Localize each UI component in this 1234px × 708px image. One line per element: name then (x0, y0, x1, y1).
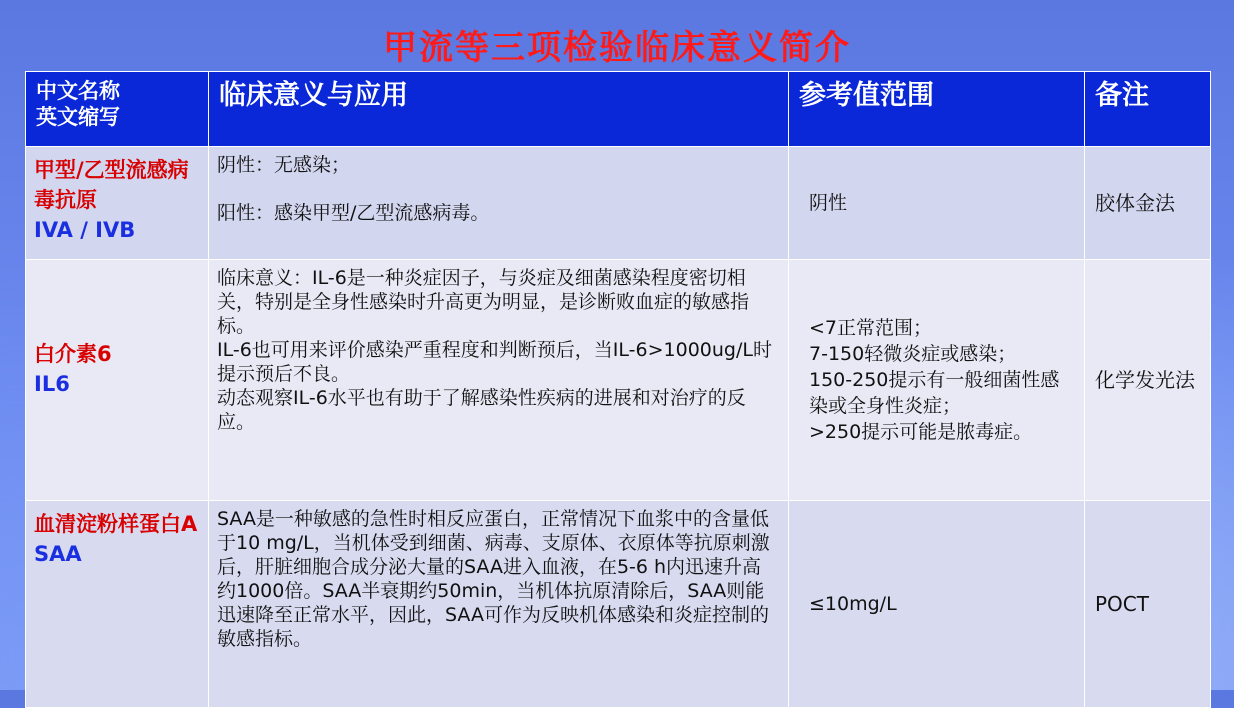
range-line: 150-250提示有一般细菌性感染或全身性炎症； (809, 369, 1060, 417)
meaning-cell (209, 147, 789, 260)
meaning-cell (209, 260, 789, 501)
table-row (26, 501, 1211, 708)
en-name: IL6 (34, 372, 70, 396)
range-line: 7-150轻微炎症或感染； (809, 343, 1017, 365)
table-row (26, 260, 1211, 501)
range-cell (789, 147, 1085, 260)
cn-name: 甲型/乙型流感病毒抗原 (34, 158, 189, 212)
header-meaning: 临床意义与应用 (209, 72, 789, 147)
meaning-line: 阴性：无感染； (217, 154, 351, 176)
cn-name: 血清淀粉样蛋白A (34, 512, 198, 536)
meaning-line: SAA是一种敏感的急性时相反应蛋白，正常情况下血浆中的含量低于10 mg/L，当机体受到细菌、病毒、支原体、衣原体等抗原刺激后，肝脏细胞合成分泌大量的SAA进入血液，在5-6 h内迅速升高约1000倍。SAA半衰期约50min，当机体抗原清除后，SAA则能迅速降至正常水平，因此，SAA可作为反映机体感染和炎症控制的敏感指标。 (217, 508, 770, 650)
range-line: <7正常范围； (809, 317, 933, 339)
table-row (26, 147, 1211, 260)
en-name: SAA (34, 542, 82, 566)
page-title: 甲流等三项检验临床意义简介 (383, 28, 851, 68)
range-line: ≤10mg/L (809, 593, 897, 615)
header-note: 备注 (1085, 72, 1211, 147)
range-cell (789, 260, 1085, 501)
note-cell: 胶体金法 (1085, 147, 1211, 260)
meaning-line: 临床意义：IL-6是一种炎症因子，与炎症及细菌感染程度密切相关，特别是全身性感染时升高更为明显，是诊断败血症的敏感指标。 (217, 267, 750, 337)
row-name-cell (26, 260, 209, 501)
note-cell: 化学发光法 (1085, 260, 1211, 501)
info-table (25, 71, 1210, 708)
note-cell: POCT (1085, 501, 1211, 708)
meaning-line: 动态观察IL-6水平也有助于了解感染性疾病的进展和对治疗的反应。 (217, 387, 746, 433)
row-name-cell (26, 147, 209, 260)
meaning-cell (209, 501, 789, 708)
row-name-cell (26, 501, 209, 708)
en-name: IVA / IVB (34, 218, 136, 242)
range-line: >250提示可能是脓毒症。 (809, 421, 1033, 443)
meaning-line: 阳性：感染甲型/乙型流感病毒。 (217, 202, 490, 224)
header-name-line2: 英文缩写 (36, 105, 120, 129)
range-cell (789, 501, 1085, 708)
meaning-line: IL-6也可用来评价感染严重程度和判断预后，当IL-6>1000ug/L时提示预后不良。 (217, 339, 772, 385)
table-header-row (26, 72, 1211, 147)
header-range: 参考值范围 (789, 72, 1085, 147)
range-line: 阴性 (809, 192, 848, 214)
header-name-line1: 中文名称 (36, 79, 120, 103)
header-name (26, 72, 209, 147)
cn-name: 白介素6 (34, 342, 112, 366)
